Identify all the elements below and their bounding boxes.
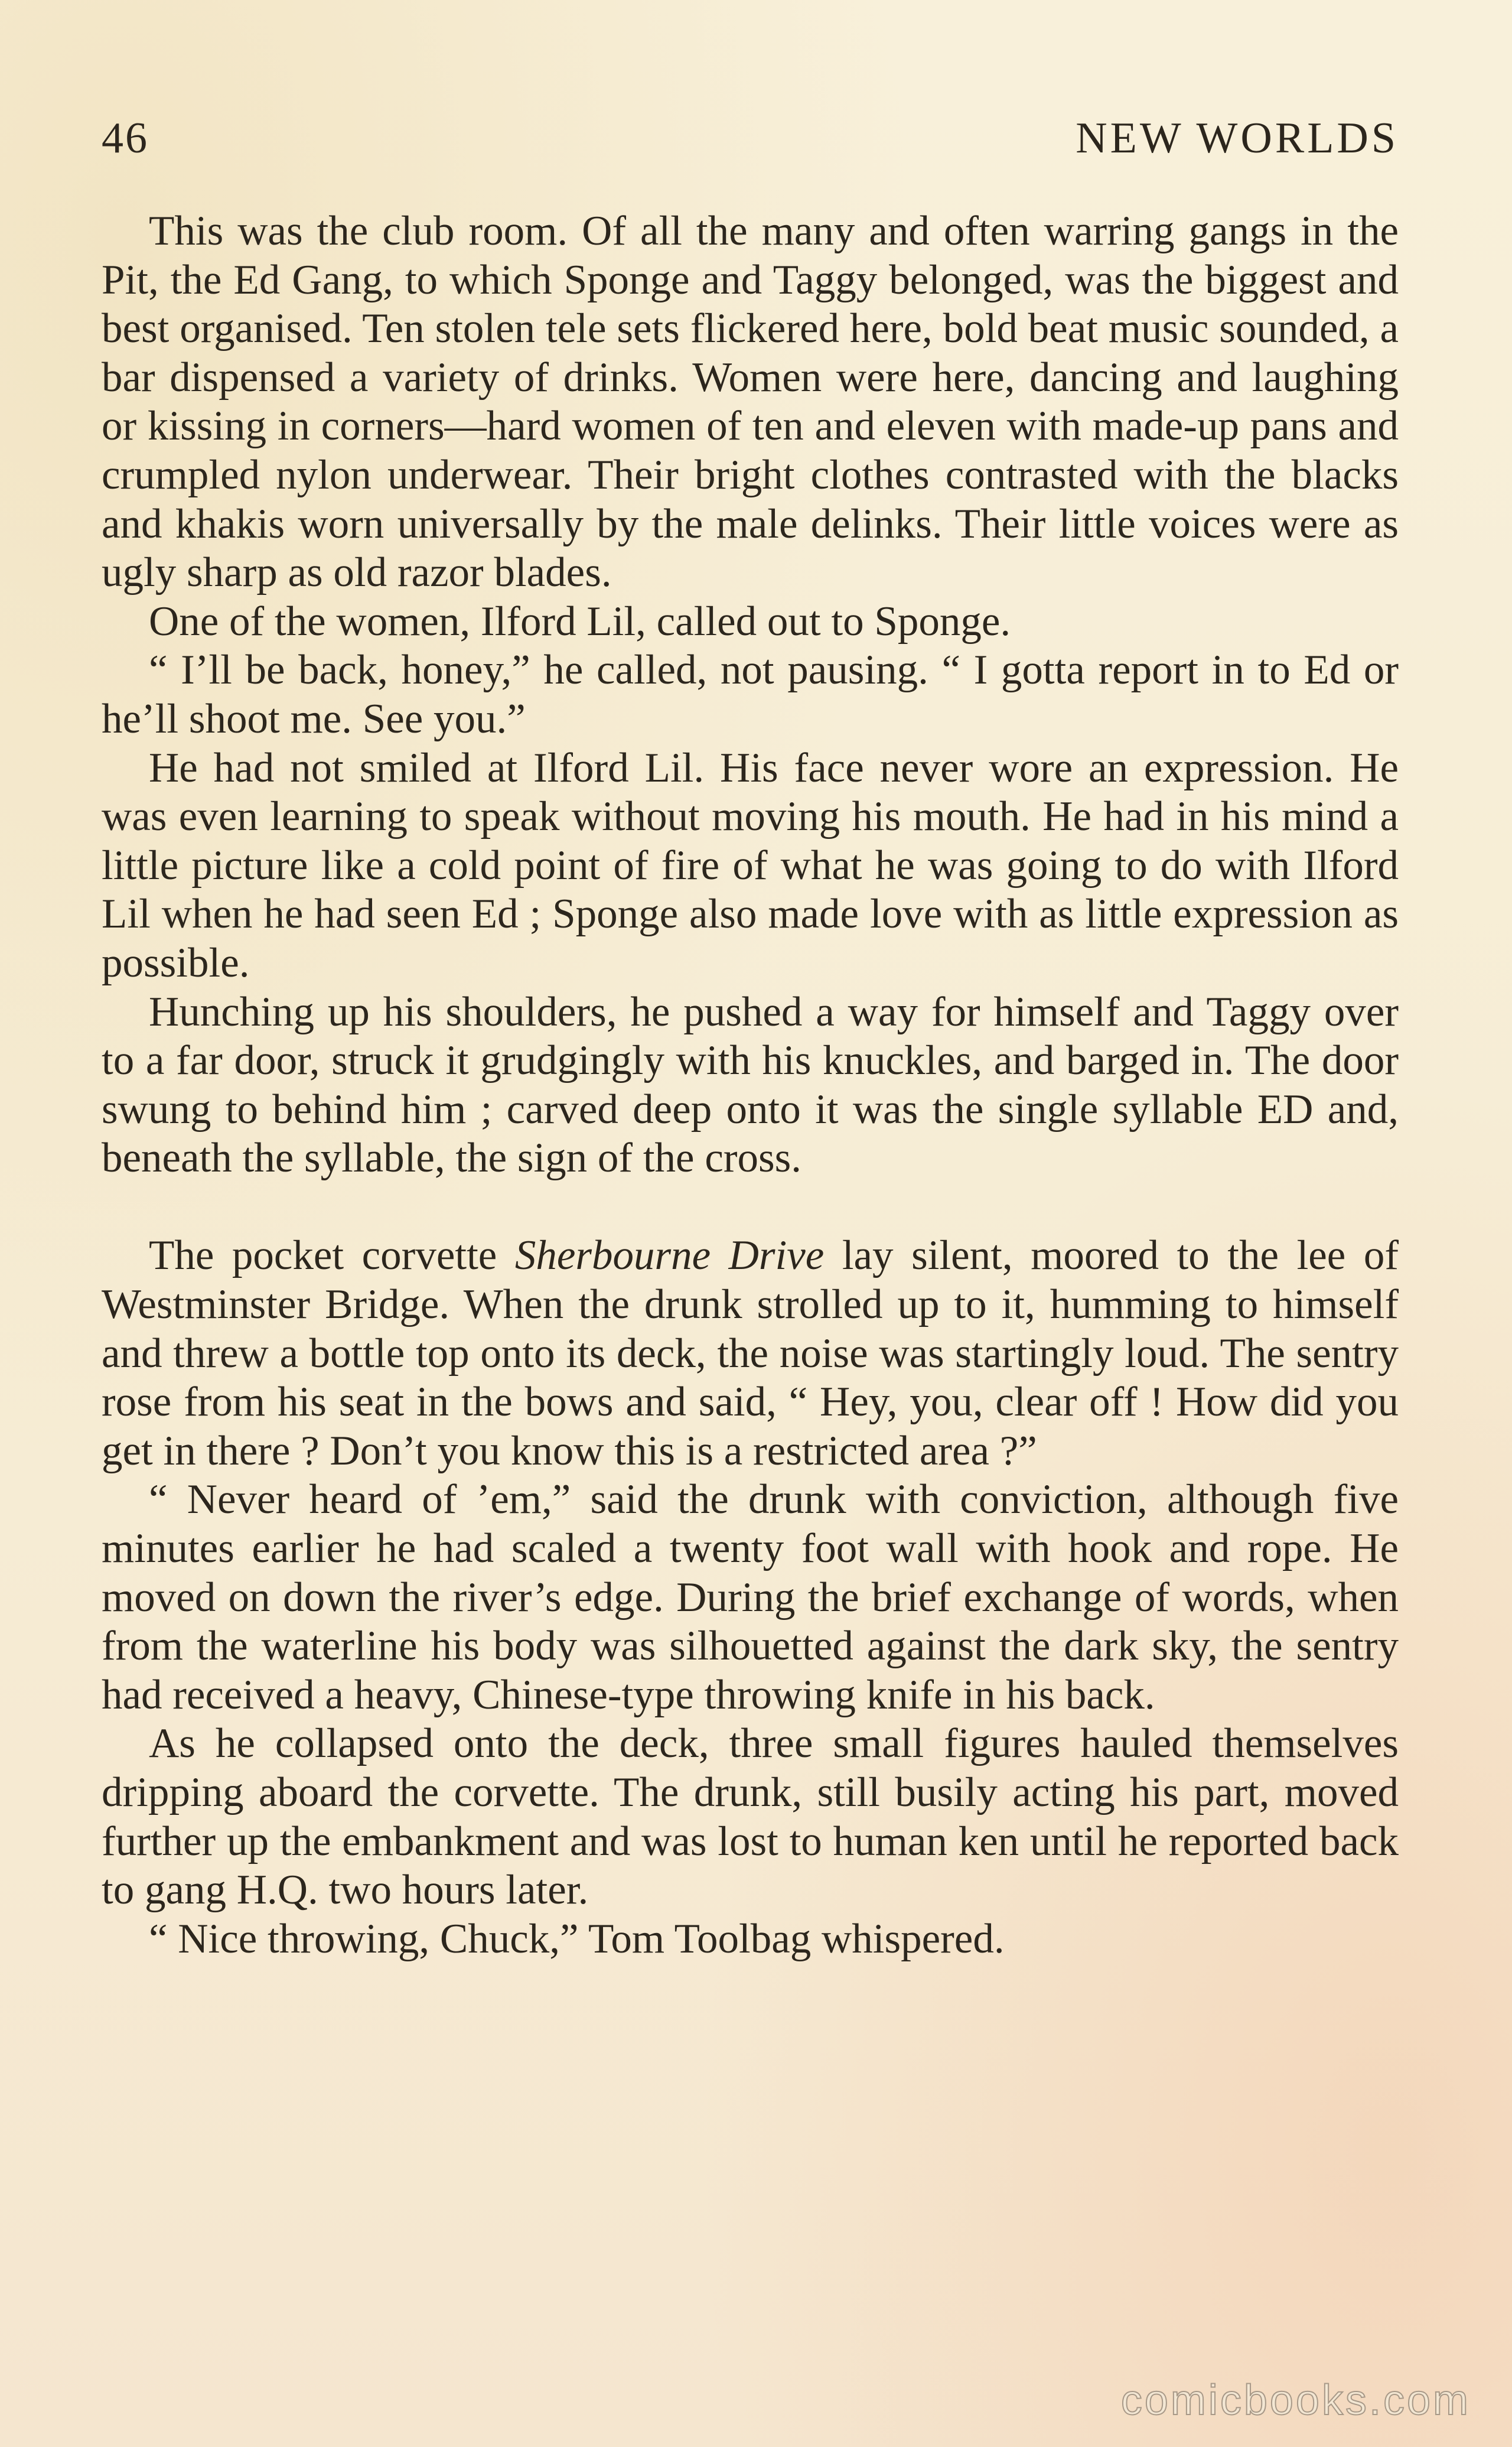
journal-title: NEW WORLDS xyxy=(1076,114,1399,162)
paragraph: “ I’ll be back, honey,” he called, not pausing. “ I gotta report in to Ed or he’ll shoot me. See you.” xyxy=(102,647,1399,742)
running-head xyxy=(102,113,1399,167)
paragraph: Hunching up his shoulders, he pushed a way for himself and Taggy over to a far door, struck it grudgingly with his knuckles, and barged in. The door swung to behind him ; carved deep onto it was the single syllable ED and, beneath the syllable, the sign of the cross. xyxy=(102,988,1399,1182)
ship-name: Sherbourne Drive xyxy=(514,1232,825,1279)
story-text xyxy=(102,207,1399,1963)
paragraph: One of the women, Ilford Lil, called out to Sponge. xyxy=(149,598,1011,645)
paragraph: “ Never heard of ’em,” said the drunk with conviction, although five minutes earlier he had scaled a twenty foot wall with hook and rope. He moved on down the river’s edge. During the brief exchange of words, when from the waterline his body was silhouetted against the dark sky, the sentry had received a heavy, Chinese-type throwing knife in his back. xyxy=(102,1476,1399,1718)
paragraph-text: The pocket corvette xyxy=(149,1232,515,1279)
section-break xyxy=(102,1183,1399,1232)
paragraph xyxy=(102,1231,1399,1475)
paragraph: This was the club room. Of all the many and often warring gangs in the Pit, the Ed Gang, to which Sponge and Taggy belonged, was the biggest and best organised. Ten stolen tele sets flickered here, bold beat music sounded, a bar dispensed a variety of drinks. Women were here, dancing and laughing or kissing in corners—hard women of ten and eleven with made-up pans and crumpled nylon underwear. Their bright clothes contrasted with the blacks and khakis worn universally by the male delinks. Their little voices were as ugly sharp as old razor blades. xyxy=(102,208,1399,596)
watermark: comicbooks.com xyxy=(1120,2377,1471,2424)
paragraph-text: lay silent, moored to the lee of Westminster Bridge. When the drunk strolled up to it, humming to himself and threw a bottle top onto its deck, the noise was startingly loud. The sentry rose from his seat in the bows and said, “ Hey, you, clear off ! How did you get in there ? Don’t you know this is a restricted area ?” xyxy=(102,1232,1399,1474)
page-number: 46 xyxy=(102,114,149,162)
paragraph: As he collapsed onto the deck, three small figures hauled themselves dripping aboard the corvette. The drunk, still busily acting his part, moved further up the embankment and was lost to human ken until he reported back to gang H.Q. two hours later. xyxy=(102,1720,1399,1914)
paragraph: He had not smiled at Ilford Lil. His face never wore an expression. He was even learning to speak without moving his mouth. He had in his mind a little picture like a cold point of fire of what he was going to do with Ilford Lil when he had seen Ed ; Sponge also made love with as little expression as possible. xyxy=(102,744,1399,986)
paragraph: “ Nice throwing, Chuck,” Tom Toolbag whispered. xyxy=(149,1915,1005,1962)
